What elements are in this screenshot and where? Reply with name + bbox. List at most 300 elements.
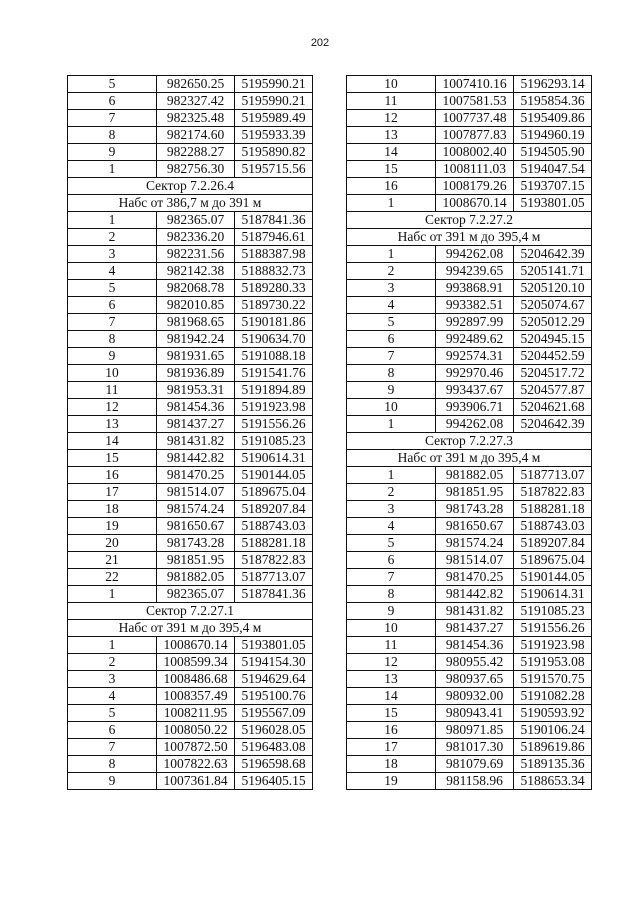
y-coordinate: 5194629.64 <box>235 671 313 688</box>
y-coordinate: 5195989.49 <box>235 110 313 127</box>
x-coordinate: 981968.65 <box>157 314 235 331</box>
point-number: 5 <box>68 705 157 722</box>
x-coordinate: 1008670.14 <box>436 195 514 212</box>
table-row <box>347 246 592 263</box>
x-coordinate: 980971.85 <box>436 722 514 739</box>
x-coordinate: 994239.65 <box>436 263 514 280</box>
point-number: 9 <box>68 773 157 790</box>
point-number: 5 <box>68 280 157 297</box>
table-row <box>347 280 592 297</box>
point-number: 7 <box>68 110 157 127</box>
y-coordinate: 5196483.08 <box>235 739 313 756</box>
table-row <box>68 518 313 535</box>
x-coordinate: 982231.56 <box>157 246 235 263</box>
point-number: 4 <box>68 688 157 705</box>
y-coordinate: 5193801.05 <box>235 637 313 654</box>
table-row <box>347 671 592 688</box>
x-coordinate: 981514.07 <box>157 484 235 501</box>
point-number: 10 <box>347 76 436 93</box>
y-coordinate: 5191556.26 <box>514 620 592 637</box>
x-coordinate: 982174.60 <box>157 127 235 144</box>
point-number: 7 <box>347 348 436 365</box>
table-row <box>68 246 313 263</box>
x-coordinate: 1008486.68 <box>157 671 235 688</box>
table-row <box>68 280 313 297</box>
point-number: 8 <box>68 127 157 144</box>
point-number: 9 <box>68 348 157 365</box>
x-coordinate: 1007822.63 <box>157 756 235 773</box>
table-row <box>68 331 313 348</box>
point-number: 18 <box>68 501 157 518</box>
table-row <box>347 518 592 535</box>
y-coordinate: 5191923.98 <box>235 399 313 416</box>
y-coordinate: 5204577.87 <box>514 382 592 399</box>
x-coordinate: 982336.20 <box>157 229 235 246</box>
x-coordinate: 981882.05 <box>157 569 235 586</box>
x-coordinate: 980937.65 <box>436 671 514 688</box>
y-coordinate: 5205012.29 <box>514 314 592 331</box>
x-coordinate: 1008670.14 <box>157 637 235 654</box>
point-number: 10 <box>68 365 157 382</box>
point-number: 6 <box>347 331 436 348</box>
table-row <box>347 552 592 569</box>
point-number: 16 <box>68 467 157 484</box>
point-number: 19 <box>68 518 157 535</box>
x-coordinate: 981017.30 <box>436 739 514 756</box>
y-coordinate: 5188743.03 <box>235 518 313 535</box>
coordinates-table-left <box>67 75 313 790</box>
sector-title: Сектор 7.2.27.1 <box>68 603 313 620</box>
point-number: 21 <box>68 552 157 569</box>
y-coordinate: 5188281.18 <box>235 535 313 552</box>
table-row <box>347 569 592 586</box>
y-coordinate: 5195990.21 <box>235 93 313 110</box>
x-coordinate: 980955.42 <box>436 654 514 671</box>
x-coordinate: 981442.82 <box>157 450 235 467</box>
point-number: 8 <box>347 586 436 603</box>
point-number: 18 <box>347 756 436 773</box>
point-number: 16 <box>347 722 436 739</box>
table-row <box>68 586 313 603</box>
y-coordinate: 5190144.05 <box>235 467 313 484</box>
table-row <box>68 76 313 93</box>
table-body <box>68 76 313 790</box>
y-coordinate: 5194154.30 <box>235 654 313 671</box>
table-row <box>68 433 313 450</box>
point-number: 6 <box>68 93 157 110</box>
x-coordinate: 982365.07 <box>157 586 235 603</box>
y-coordinate: 5191556.26 <box>235 416 313 433</box>
table-row <box>347 739 592 756</box>
x-coordinate: 980943.41 <box>436 705 514 722</box>
table-row <box>68 297 313 314</box>
sector-range <box>347 229 592 246</box>
y-coordinate: 5191894.89 <box>235 382 313 399</box>
table-row <box>68 637 313 654</box>
x-coordinate: 1008599.34 <box>157 654 235 671</box>
sector-range-text: Набс от 391 м до 395,4 м <box>68 620 313 637</box>
table-row <box>347 654 592 671</box>
x-coordinate: 981931.65 <box>157 348 235 365</box>
y-coordinate: 5191570.75 <box>514 671 592 688</box>
x-coordinate: 982010.85 <box>157 297 235 314</box>
y-coordinate: 5190614.31 <box>514 586 592 603</box>
point-number: 1 <box>347 195 436 212</box>
table-row <box>68 144 313 161</box>
y-coordinate: 5205120.10 <box>514 280 592 297</box>
table-row <box>68 229 313 246</box>
point-number: 15 <box>347 705 436 722</box>
x-coordinate: 993906.71 <box>436 399 514 416</box>
y-coordinate: 5191541.76 <box>235 365 313 382</box>
table-row <box>347 365 592 382</box>
y-coordinate: 5189280.33 <box>235 280 313 297</box>
page-number: 202 <box>310 37 330 49</box>
y-coordinate: 5204621.68 <box>514 399 592 416</box>
y-coordinate: 5195854.36 <box>514 93 592 110</box>
x-coordinate: 981470.25 <box>436 569 514 586</box>
x-coordinate: 981442.82 <box>436 586 514 603</box>
y-coordinate: 5204945.15 <box>514 331 592 348</box>
table-row <box>68 654 313 671</box>
y-coordinate: 5194047.54 <box>514 161 592 178</box>
y-coordinate: 5188653.34 <box>514 773 592 790</box>
x-coordinate: 1008002.40 <box>436 144 514 161</box>
table-row <box>68 569 313 586</box>
x-coordinate: 981437.27 <box>157 416 235 433</box>
table-body <box>347 76 592 790</box>
y-coordinate: 5191953.08 <box>514 654 592 671</box>
point-number: 3 <box>68 671 157 688</box>
point-number: 8 <box>68 756 157 773</box>
y-coordinate: 5190634.70 <box>235 331 313 348</box>
x-coordinate: 1007737.48 <box>436 110 514 127</box>
y-coordinate: 5187713.07 <box>514 467 592 484</box>
coordinates-table-right <box>346 75 592 790</box>
x-coordinate: 1007877.83 <box>436 127 514 144</box>
table-row <box>68 484 313 501</box>
x-coordinate: 982365.07 <box>157 212 235 229</box>
x-coordinate: 1008211.95 <box>157 705 235 722</box>
table-row <box>68 110 313 127</box>
x-coordinate: 981851.95 <box>436 484 514 501</box>
y-coordinate: 5195409.86 <box>514 110 592 127</box>
table-row <box>347 127 592 144</box>
point-number: 17 <box>347 739 436 756</box>
x-coordinate: 1007872.50 <box>157 739 235 756</box>
sector-title: Сектор 7.2.27.2 <box>347 212 592 229</box>
point-number: 5 <box>68 76 157 93</box>
table-row <box>347 195 592 212</box>
y-coordinate: 5189135.36 <box>514 756 592 773</box>
table-row <box>347 314 592 331</box>
point-number: 8 <box>68 331 157 348</box>
point-number: 2 <box>68 654 157 671</box>
x-coordinate: 992897.99 <box>436 314 514 331</box>
y-coordinate: 5187822.83 <box>514 484 592 501</box>
y-coordinate: 5188387.98 <box>235 246 313 263</box>
point-number: 3 <box>347 501 436 518</box>
table-row <box>347 110 592 127</box>
x-coordinate: 1007581.53 <box>436 93 514 110</box>
table-row <box>68 671 313 688</box>
table-row <box>347 705 592 722</box>
point-number: 3 <box>68 246 157 263</box>
x-coordinate: 981936.89 <box>157 365 235 382</box>
table-row <box>347 161 592 178</box>
sector-range-text: Набс от 391 м до 395,4 м <box>347 229 592 246</box>
x-coordinate: 982325.48 <box>157 110 235 127</box>
table-row <box>68 722 313 739</box>
x-coordinate: 981514.07 <box>436 552 514 569</box>
table-row <box>68 314 313 331</box>
sector-range <box>68 195 313 212</box>
y-coordinate: 5195990.21 <box>235 76 313 93</box>
y-coordinate: 5204642.39 <box>514 246 592 263</box>
table-row <box>68 212 313 229</box>
table-row <box>68 161 313 178</box>
y-coordinate: 5195890.82 <box>235 144 313 161</box>
point-number: 22 <box>68 569 157 586</box>
y-coordinate: 5190593.92 <box>514 705 592 722</box>
table-row <box>347 382 592 399</box>
y-coordinate: 5191088.18 <box>235 348 313 365</box>
sector-range-text: Набс от 386,7 м до 391 м <box>68 195 313 212</box>
point-number: 1 <box>68 212 157 229</box>
sector-header <box>347 212 592 229</box>
table-row <box>347 688 592 705</box>
x-coordinate: 981454.36 <box>436 637 514 654</box>
point-number: 11 <box>68 382 157 399</box>
point-number: 7 <box>347 569 436 586</box>
point-number: 1 <box>347 467 436 484</box>
x-coordinate: 981470.25 <box>157 467 235 484</box>
point-number: 11 <box>347 637 436 654</box>
table-row <box>68 688 313 705</box>
x-coordinate: 981079.69 <box>436 756 514 773</box>
x-coordinate: 1007361.84 <box>157 773 235 790</box>
x-coordinate: 981431.82 <box>436 603 514 620</box>
table-row <box>347 93 592 110</box>
point-number: 2 <box>68 229 157 246</box>
point-number: 2 <box>347 263 436 280</box>
point-number: 16 <box>347 178 436 195</box>
table-row <box>347 297 592 314</box>
point-number: 12 <box>347 110 436 127</box>
table-row <box>68 773 313 790</box>
point-number: 1 <box>68 637 157 654</box>
y-coordinate: 5195567.09 <box>235 705 313 722</box>
table-row <box>68 552 313 569</box>
sector-range <box>347 450 592 467</box>
point-number: 6 <box>347 552 436 569</box>
point-number: 15 <box>68 450 157 467</box>
table-row <box>347 331 592 348</box>
x-coordinate: 981431.82 <box>157 433 235 450</box>
table-row <box>347 399 592 416</box>
x-coordinate: 981454.36 <box>157 399 235 416</box>
y-coordinate: 5196405.15 <box>235 773 313 790</box>
x-coordinate: 981953.31 <box>157 382 235 399</box>
sector-header <box>68 603 313 620</box>
table-row <box>347 484 592 501</box>
y-coordinate: 5189730.22 <box>235 297 313 314</box>
point-number: 6 <box>68 297 157 314</box>
x-coordinate: 981882.05 <box>436 467 514 484</box>
table-row <box>347 603 592 620</box>
table-row <box>68 416 313 433</box>
table-row <box>68 535 313 552</box>
table-row <box>347 416 592 433</box>
point-number: 6 <box>68 722 157 739</box>
x-coordinate: 981851.95 <box>157 552 235 569</box>
point-number: 9 <box>347 603 436 620</box>
x-coordinate: 981743.28 <box>157 535 235 552</box>
point-number: 19 <box>347 773 436 790</box>
table-row <box>347 586 592 603</box>
sector-header <box>68 178 313 195</box>
sector-title: Сектор 7.2.27.3 <box>347 433 592 450</box>
x-coordinate: 994262.08 <box>436 416 514 433</box>
table-row <box>347 467 592 484</box>
point-number: 13 <box>347 127 436 144</box>
y-coordinate: 5191923.98 <box>514 637 592 654</box>
point-number: 11 <box>347 93 436 110</box>
table-row <box>347 348 592 365</box>
table-row <box>347 501 592 518</box>
x-coordinate: 1008179.26 <box>436 178 514 195</box>
x-coordinate: 980932.00 <box>436 688 514 705</box>
point-number: 10 <box>347 399 436 416</box>
table-row <box>347 637 592 654</box>
y-coordinate: 5205074.67 <box>514 297 592 314</box>
x-coordinate: 992574.31 <box>436 348 514 365</box>
point-number: 9 <box>347 382 436 399</box>
x-coordinate: 1008111.03 <box>436 161 514 178</box>
x-coordinate: 1007410.16 <box>436 76 514 93</box>
x-coordinate: 981743.28 <box>436 501 514 518</box>
point-number: 13 <box>68 416 157 433</box>
x-coordinate: 982327.42 <box>157 93 235 110</box>
point-number: 9 <box>68 144 157 161</box>
table-row <box>68 450 313 467</box>
table-row <box>68 399 313 416</box>
point-number: 4 <box>347 518 436 535</box>
point-number: 14 <box>68 433 157 450</box>
point-number: 1 <box>347 246 436 263</box>
y-coordinate: 5191085.23 <box>235 433 313 450</box>
y-coordinate: 5187713.07 <box>235 569 313 586</box>
x-coordinate: 981574.24 <box>436 535 514 552</box>
y-coordinate: 5189619.86 <box>514 739 592 756</box>
table-row <box>68 756 313 773</box>
y-coordinate: 5190144.05 <box>514 569 592 586</box>
y-coordinate: 5189675.04 <box>514 552 592 569</box>
table-row <box>347 773 592 790</box>
point-number: 4 <box>347 297 436 314</box>
y-coordinate: 5189207.84 <box>235 501 313 518</box>
x-coordinate: 982288.27 <box>157 144 235 161</box>
y-coordinate: 5190181.86 <box>235 314 313 331</box>
point-number: 10 <box>347 620 436 637</box>
x-coordinate: 994262.08 <box>436 246 514 263</box>
y-coordinate: 5187841.36 <box>235 212 313 229</box>
y-coordinate: 5187841.36 <box>235 586 313 603</box>
x-coordinate: 981650.67 <box>157 518 235 535</box>
y-coordinate: 5187822.83 <box>235 552 313 569</box>
table-row <box>68 365 313 382</box>
y-coordinate: 5195715.56 <box>235 161 313 178</box>
y-coordinate: 5191082.28 <box>514 688 592 705</box>
y-coordinate: 5204517.72 <box>514 365 592 382</box>
y-coordinate: 5188281.18 <box>514 501 592 518</box>
x-coordinate: 993437.67 <box>436 382 514 399</box>
x-coordinate: 1008357.49 <box>157 688 235 705</box>
x-coordinate: 981942.24 <box>157 331 235 348</box>
x-coordinate: 992970.46 <box>436 365 514 382</box>
x-coordinate: 981437.27 <box>436 620 514 637</box>
y-coordinate: 5191085.23 <box>514 603 592 620</box>
x-coordinate: 992489.62 <box>436 331 514 348</box>
table-row <box>68 705 313 722</box>
x-coordinate: 982650.25 <box>157 76 235 93</box>
y-coordinate: 5188832.73 <box>235 263 313 280</box>
table-row <box>68 467 313 484</box>
point-number: 7 <box>68 314 157 331</box>
table-row <box>347 144 592 161</box>
y-coordinate: 5194960.19 <box>514 127 592 144</box>
x-coordinate: 981158.96 <box>436 773 514 790</box>
point-number: 12 <box>347 654 436 671</box>
point-number: 4 <box>68 263 157 280</box>
y-coordinate: 5187946.61 <box>235 229 313 246</box>
point-number: 7 <box>68 739 157 756</box>
x-coordinate: 982756.30 <box>157 161 235 178</box>
table-row <box>68 263 313 280</box>
point-number: 13 <box>347 671 436 688</box>
table-row <box>68 739 313 756</box>
point-number: 12 <box>68 399 157 416</box>
point-number: 1 <box>347 416 436 433</box>
x-coordinate: 993868.91 <box>436 280 514 297</box>
table-row <box>347 535 592 552</box>
x-coordinate: 981650.67 <box>436 518 514 535</box>
point-number: 1 <box>68 161 157 178</box>
x-coordinate: 981574.24 <box>157 501 235 518</box>
point-number: 14 <box>347 144 436 161</box>
x-coordinate: 982142.38 <box>157 263 235 280</box>
y-coordinate: 5193801.05 <box>514 195 592 212</box>
y-coordinate: 5193707.15 <box>514 178 592 195</box>
point-number: 3 <box>347 280 436 297</box>
sector-title: Сектор 7.2.26.4 <box>68 178 313 195</box>
sector-header <box>347 433 592 450</box>
table-row <box>347 756 592 773</box>
y-coordinate: 5190106.24 <box>514 722 592 739</box>
x-coordinate: 982068.78 <box>157 280 235 297</box>
y-coordinate: 5196598.68 <box>235 756 313 773</box>
y-coordinate: 5196293.14 <box>514 76 592 93</box>
table-row <box>347 178 592 195</box>
point-number: 8 <box>347 365 436 382</box>
table-row <box>68 127 313 144</box>
y-coordinate: 5204452.59 <box>514 348 592 365</box>
y-coordinate: 5196028.05 <box>235 722 313 739</box>
y-coordinate: 5195100.76 <box>235 688 313 705</box>
sector-range <box>68 620 313 637</box>
point-number: 1 <box>68 586 157 603</box>
x-coordinate: 993382.51 <box>436 297 514 314</box>
